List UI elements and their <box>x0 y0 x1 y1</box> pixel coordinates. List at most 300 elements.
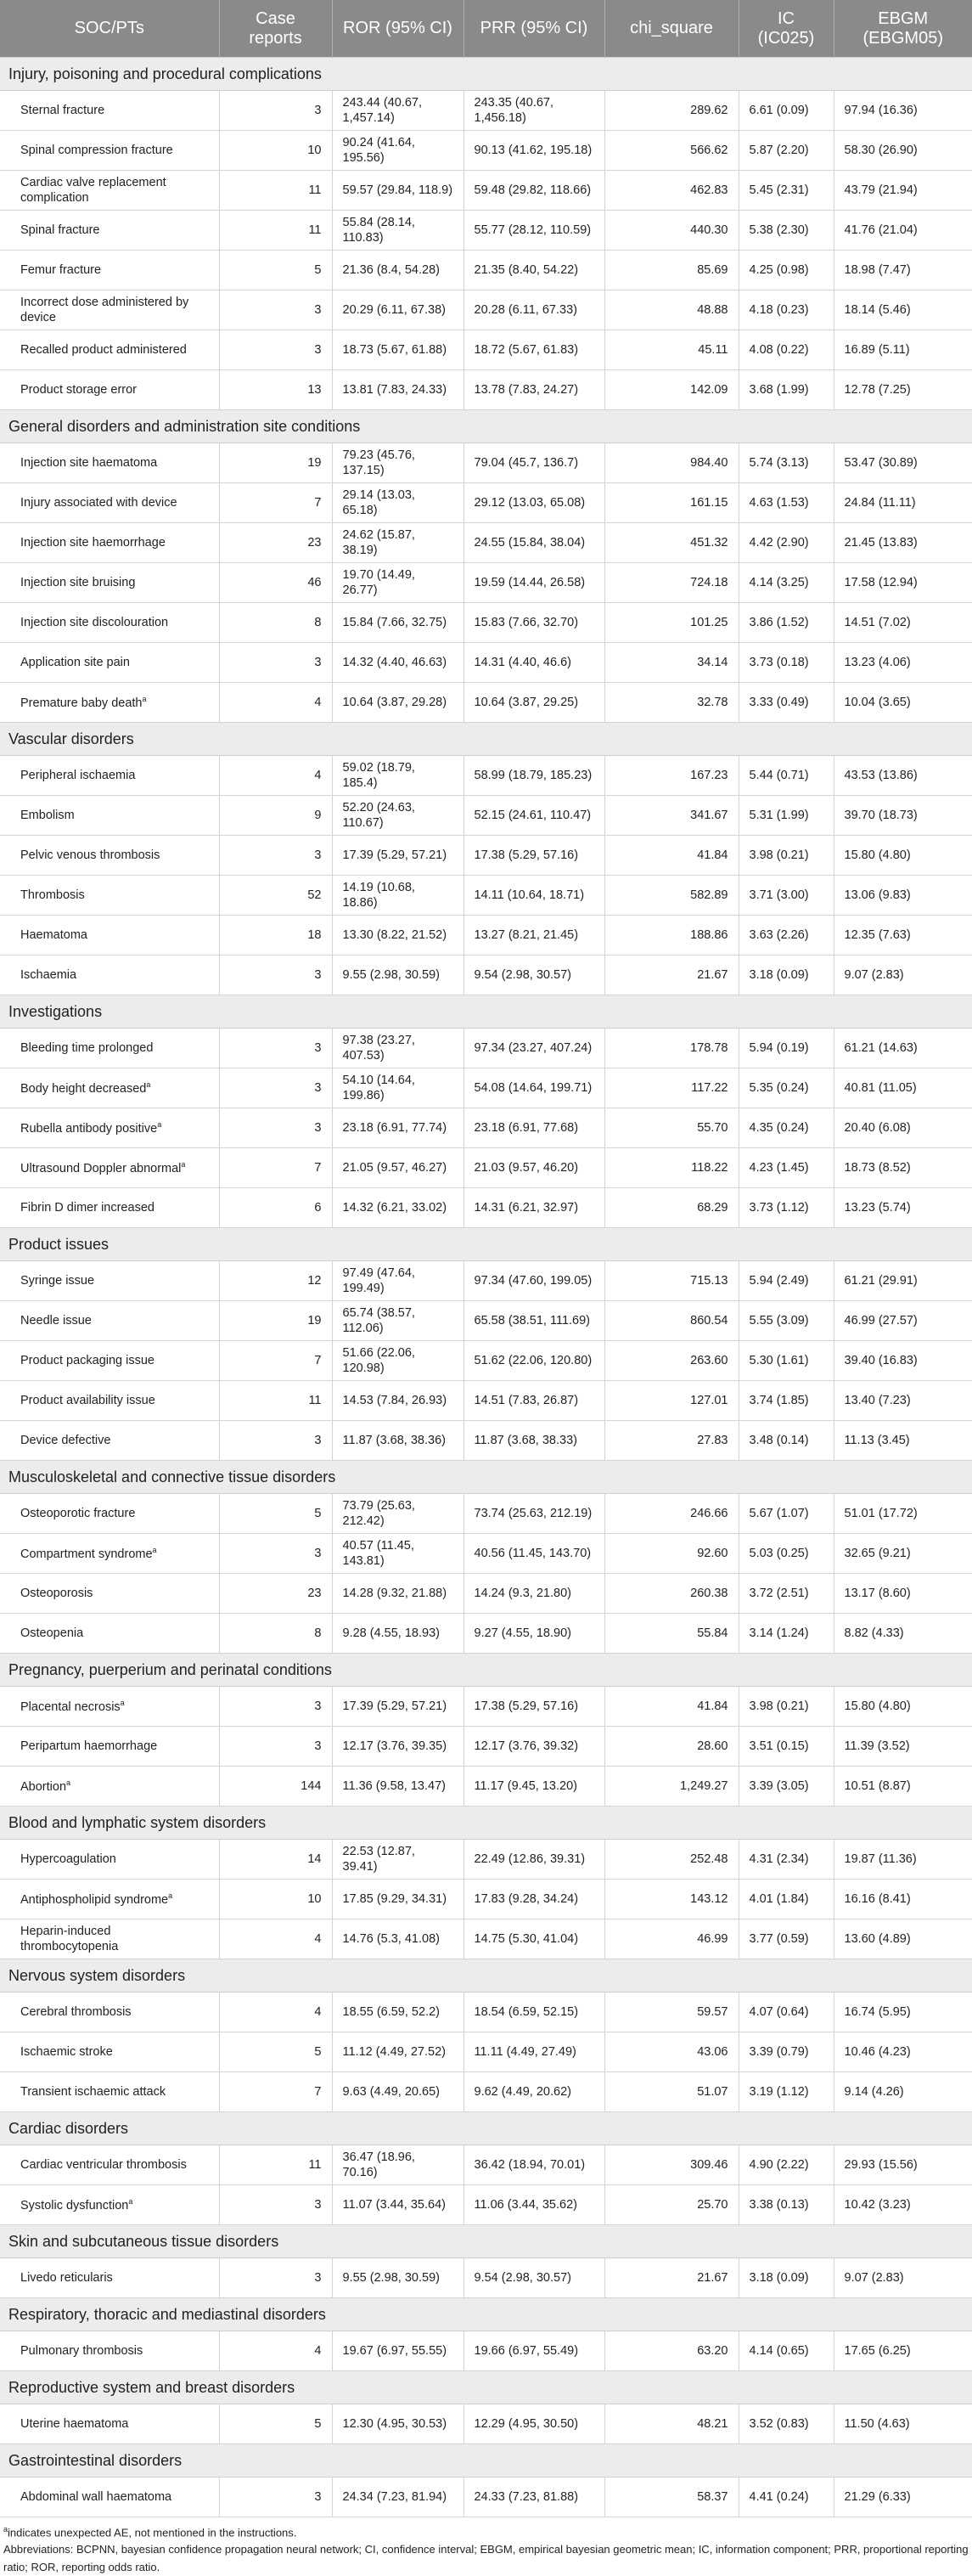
cell-ic-text: 3.71 (3.00) <box>749 888 809 902</box>
cell-ror <box>332 1301 464 1341</box>
cell-ebgm <box>834 1727 972 1767</box>
cell-prr-text: 20.28 (6.11, 67.33) <box>474 302 577 317</box>
table-row <box>0 483 972 523</box>
cell-case-reports <box>219 1687 332 1727</box>
cell-case-reports-text: 5 <box>314 1506 322 1520</box>
cell-chi-square <box>604 2072 739 2112</box>
cell-pt <box>0 370 219 410</box>
cell-case-reports <box>219 1108 332 1148</box>
cell-ebgm <box>834 1687 972 1727</box>
cell-case-reports-text: 144 <box>301 1778 322 1793</box>
cell-prr-text: 97.34 (23.27, 407.24) <box>474 1040 593 1055</box>
cell-chi-square <box>604 756 739 796</box>
table-row <box>0 916 972 955</box>
cell-chi-square-text: 724.18 <box>690 575 728 589</box>
cell-ror <box>332 1727 464 1767</box>
cell-pt <box>0 2477 219 2517</box>
cell-prr <box>464 330 604 370</box>
cell-ic <box>739 1301 834 1341</box>
table-row <box>0 643 972 683</box>
cell-prr-text: 14.11 (10.64, 18.71) <box>474 888 585 902</box>
cell-pt <box>0 1919 219 1959</box>
table-row <box>0 2404 972 2444</box>
cell-chi-square <box>604 1301 739 1341</box>
cell-ror-text: 79.23 (45.76, 137.15) <box>342 448 415 477</box>
soc-section-row <box>0 1228 972 1261</box>
cell-prr-text: 14.31 (4.40, 46.6) <box>474 655 571 669</box>
cell-prr <box>464 1108 604 1148</box>
cell-prr-text: 10.64 (3.87, 29.25) <box>474 695 579 709</box>
cell-ic <box>739 876 834 916</box>
cell-ic-text: 4.41 (0.24) <box>749 2489 809 2504</box>
cell-prr-text: 65.58 (38.51, 111.69) <box>474 1313 591 1327</box>
cell-prr <box>464 683 604 723</box>
cell-prr-text: 11.11 (4.49, 27.49) <box>474 2044 576 2059</box>
cell-prr-text: 19.59 (14.44, 26.58) <box>474 575 586 589</box>
cell-pt-text: Osteoporotic fracture <box>20 1506 136 1520</box>
cell-chi-square <box>604 1421 739 1461</box>
cell-ebgm <box>834 1029 972 1068</box>
cell-chi-square <box>604 1534 739 1574</box>
cell-ror-text: 11.12 (4.49, 27.52) <box>342 2044 446 2059</box>
cell-ic-text: 3.48 (0.14) <box>749 1433 809 1447</box>
cell-prr <box>464 1188 604 1228</box>
cell-chi-square <box>604 955 739 995</box>
cell-ror-text: 14.53 (7.84, 26.93) <box>342 1393 447 1407</box>
cell-ebgm-text: 24.84 (11.11) <box>844 495 916 510</box>
cell-ror <box>332 171 464 211</box>
cell-ic <box>739 1840 834 1880</box>
cell-pt <box>0 1687 219 1727</box>
cell-chi-square-text: 63.20 <box>697 2343 728 2358</box>
cell-ror <box>332 1029 464 1068</box>
cell-ic <box>739 290 834 330</box>
cell-chi-square-text: 48.88 <box>697 302 728 317</box>
cell-prr-text: 9.54 (2.98, 30.57) <box>474 967 571 982</box>
cell-prr <box>464 171 604 211</box>
table-row <box>0 171 972 211</box>
cell-ror-text: 36.47 (18.96, 70.16) <box>342 2150 415 2179</box>
cell-ebgm <box>834 1261 972 1301</box>
cell-prr <box>464 1880 604 1919</box>
soc-section-title: Gastrointestinal disorders <box>0 2444 972 2477</box>
table-row <box>0 2145 972 2185</box>
cell-pt <box>0 131 219 171</box>
cell-pt-text: Peripheral ischaemia <box>20 768 136 782</box>
cell-chi-square-text: 117.22 <box>691 1080 728 1095</box>
cell-case-reports-text: 52 <box>307 888 322 902</box>
cell-chi-square-text: 59.57 <box>697 2004 728 2019</box>
cell-case-reports <box>219 443 332 483</box>
cell-prr-text: 12.29 (4.95, 30.50) <box>474 2416 579 2431</box>
cell-prr-text: 54.08 (14.64, 199.71) <box>474 1080 593 1095</box>
cell-case-reports <box>219 1068 332 1108</box>
cell-pt <box>0 1993 219 2032</box>
table-row <box>0 1341 972 1381</box>
cell-ebgm-text: 39.40 (16.83) <box>844 1353 918 1367</box>
table-row <box>0 1840 972 1880</box>
cell-pt-text: Cardiac ventricular thrombosis <box>20 2157 187 2172</box>
cell-prr <box>464 1614 604 1654</box>
cell-ic <box>739 523 834 563</box>
cell-prr <box>464 916 604 955</box>
cell-ebgm <box>834 1614 972 1654</box>
cell-ror <box>332 2032 464 2072</box>
cell-chi-square <box>604 251 739 290</box>
cell-prr <box>464 1068 604 1108</box>
cell-pt-text: Injury associated with device <box>20 495 177 510</box>
soc-section-title: General disorders and administration site conditions <box>0 410 972 443</box>
cell-ebgm <box>834 1880 972 1919</box>
cell-pt <box>0 1301 219 1341</box>
table-row <box>0 563 972 603</box>
cell-prr <box>464 523 604 563</box>
cell-ebgm-text: 17.65 (6.25) <box>844 2343 911 2358</box>
cell-ic <box>739 2477 834 2517</box>
cell-case-reports-text: 10 <box>307 1891 322 1906</box>
cell-ror-text: 10.64 (3.87, 29.28) <box>342 695 447 709</box>
cell-pt <box>0 1108 219 1148</box>
cell-prr <box>464 603 604 643</box>
cell-ror-text: 52.20 (24.63, 110.67) <box>342 800 415 830</box>
cell-ic-text: 3.52 (0.83) <box>749 2416 809 2431</box>
cell-ic <box>739 2072 834 2112</box>
cell-chi-square-text: 58.37 <box>697 2489 728 2504</box>
table-row <box>0 131 972 171</box>
soc-section-title: Cardiac disorders <box>0 2112 972 2145</box>
cell-prr <box>464 290 604 330</box>
cell-ror <box>332 1687 464 1727</box>
cell-prr <box>464 1767 604 1807</box>
footnote-marker: a <box>3 2525 8 2534</box>
cell-case-reports <box>219 171 332 211</box>
unexpected-ae-marker: a <box>142 694 147 703</box>
cell-pt <box>0 91 219 131</box>
cell-chi-square-text: 55.84 <box>697 1626 728 1640</box>
cell-chi-square <box>604 1840 739 1880</box>
cell-ic-text: 4.63 (1.53) <box>749 495 809 510</box>
cell-ror <box>332 1534 464 1574</box>
cell-pt-text: Device defective <box>20 1433 111 1447</box>
table-row <box>0 796 972 836</box>
cell-chi-square-text: 21.67 <box>697 967 728 982</box>
cell-case-reports <box>219 2258 332 2298</box>
cell-ic-text: 3.73 (1.12) <box>749 1200 809 1215</box>
cell-ic-text: 5.94 (2.49) <box>749 1273 809 1288</box>
cell-ror <box>332 1108 464 1148</box>
cell-case-reports <box>219 955 332 995</box>
cell-prr <box>464 251 604 290</box>
cell-case-reports-text: 3 <box>314 1699 322 1713</box>
table-row <box>0 603 972 643</box>
table-row <box>0 1421 972 1461</box>
cell-ic-text: 4.23 (1.45) <box>749 1160 809 1175</box>
cell-pt-text: Injection site haematoma <box>20 455 158 470</box>
cell-ic-text: 3.72 (2.51) <box>749 1586 809 1600</box>
cell-case-reports <box>219 916 332 955</box>
cell-chi-square-text: 440.30 <box>690 223 728 237</box>
cell-prr <box>464 2185 604 2225</box>
cell-ror <box>332 1993 464 2032</box>
cell-pt <box>0 1148 219 1188</box>
cell-pt-text: Recalled product administered <box>20 342 187 357</box>
cell-ror-text: 18.55 (6.59, 52.2) <box>342 2004 440 2019</box>
cell-ebgm <box>834 1494 972 1534</box>
cell-chi-square-text: 715.13 <box>690 1273 728 1288</box>
cell-prr <box>464 1919 604 1959</box>
cell-ic <box>739 483 834 523</box>
soc-section-title: Musculoskeletal and connective tissue disorders <box>0 1461 972 1494</box>
cell-ebgm-text: 15.80 (4.80) <box>844 1699 911 1713</box>
cell-pt-text: Abortion <box>20 1779 67 1794</box>
cell-ror-text: 15.84 (7.66, 32.75) <box>342 615 447 629</box>
cell-pt-text: Cardiac valve replacement complication <box>20 175 166 205</box>
cell-pt-text: Fibrin D dimer increased <box>20 1200 155 1215</box>
cell-ror <box>332 211 464 251</box>
cell-prr-text: 18.72 (5.67, 61.83) <box>474 342 579 357</box>
cell-ror-text: 12.30 (4.95, 30.53) <box>342 2416 447 2431</box>
cell-pt <box>0 603 219 643</box>
cell-ic <box>739 1421 834 1461</box>
cell-chi-square <box>604 836 739 876</box>
cell-ebgm <box>834 2145 972 2185</box>
cell-pt <box>0 1029 219 1068</box>
cell-ebgm-text: 16.16 (8.41) <box>844 1891 911 1906</box>
cell-chi-square-text: 309.46 <box>690 2157 728 2172</box>
soc-section-title: Skin and subcutaneous tissue disorders <box>0 2225 972 2258</box>
cell-case-reports-text: 3 <box>314 1120 322 1135</box>
cell-case-reports-text: 23 <box>307 1586 322 1600</box>
table-row <box>0 1614 972 1654</box>
cell-ror-text: 90.24 (41.64, 195.56) <box>342 135 415 165</box>
cell-ebgm-text: 10.42 (3.23) <box>844 2197 911 2212</box>
cell-ebgm <box>834 131 972 171</box>
cell-case-reports <box>219 1534 332 1574</box>
cell-ebgm <box>834 251 972 290</box>
cell-case-reports <box>219 756 332 796</box>
cell-ror-text: 24.62 (15.87, 38.19) <box>342 527 415 557</box>
cell-ebgm-text: 41.76 (21.04) <box>844 223 918 237</box>
soc-section-title: Vascular disorders <box>0 723 972 756</box>
cell-ic-text: 3.77 (0.59) <box>749 1931 809 1946</box>
cell-case-reports <box>219 211 332 251</box>
cell-chi-square-text: 25.70 <box>697 2197 728 2212</box>
cell-ic <box>739 1614 834 1654</box>
cell-chi-square-text: 451.32 <box>690 535 728 550</box>
col-header-ror: ROR (95% CI) <box>332 0 464 58</box>
cell-prr-text: 14.75 (5.30, 41.04) <box>474 1931 579 1946</box>
cell-chi-square <box>604 370 739 410</box>
cell-ebgm-text: 17.58 (12.94) <box>844 575 918 589</box>
col-header-chi-square: chi_square <box>604 0 739 58</box>
cell-ebgm <box>834 211 972 251</box>
cell-prr-text: 17.38 (5.29, 57.16) <box>474 1699 579 1713</box>
cell-pt <box>0 1421 219 1461</box>
cell-chi-square <box>604 443 739 483</box>
cell-prr-text: 79.04 (45.7, 136.7) <box>474 455 579 470</box>
soc-section-row <box>0 2225 972 2258</box>
cell-pt-text: Syringe issue <box>20 1273 95 1288</box>
cell-ror-text: 19.70 (14.49, 26.77) <box>342 567 415 597</box>
cell-pt-text: Product availability issue <box>20 1393 155 1407</box>
cell-ic <box>739 1188 834 1228</box>
cell-ic <box>739 1727 834 1767</box>
cell-case-reports <box>219 2477 332 2517</box>
cell-ebgm-text: 61.21 (29.91) <box>844 1273 918 1288</box>
cell-chi-square-text: 161.15 <box>690 495 728 510</box>
cell-ic-text: 5.31 (1.99) <box>749 808 809 822</box>
cell-case-reports <box>219 1188 332 1228</box>
cell-pt <box>0 523 219 563</box>
cell-case-reports-text: 3 <box>314 302 322 317</box>
cell-prr <box>464 1494 604 1534</box>
cell-ic-text: 4.35 (0.24) <box>749 1120 809 1135</box>
cell-prr <box>464 1534 604 1574</box>
cell-pt-text: Body height decreased <box>20 1081 147 1096</box>
soc-section-title: Reproductive system and breast disorders <box>0 2371 972 2404</box>
cell-ror-text: 97.49 (47.64, 199.49) <box>342 1265 415 1295</box>
cell-case-reports <box>219 1574 332 1614</box>
soc-section-title: Respiratory, thoracic and mediastinal disorders <box>0 2298 972 2331</box>
cell-ebgm <box>834 876 972 916</box>
abbreviations-note: Abbreviations: BCPNN, bayesian confidence propagation neural network; CI, confidence interval; EBGM, empirical bayesian geometric mean; IC, information component; PRR, proportional reporting ratio; ROR, reporting odds ratio. <box>3 2543 969 2573</box>
cell-ebgm <box>834 683 972 723</box>
cell-prr-text: 13.78 (7.83, 24.27) <box>474 382 579 397</box>
cell-pt <box>0 2331 219 2371</box>
cell-prr-text: 17.83 (9.28, 34.24) <box>474 1891 579 1906</box>
cell-ic <box>739 916 834 955</box>
table-row <box>0 523 972 563</box>
cell-ebgm <box>834 290 972 330</box>
soc-section-row <box>0 1959 972 1993</box>
cell-chi-square-text: 1,249.27 <box>680 1778 728 1793</box>
cell-chi-square-text: 127.01 <box>690 1393 728 1407</box>
cell-ic <box>739 1148 834 1188</box>
cell-prr-text: 11.06 (3.44, 35.62) <box>474 2197 577 2212</box>
cell-case-reports-text: 3 <box>314 1080 322 1095</box>
table-row <box>0 955 972 995</box>
cell-ror-text: 13.30 (8.22, 21.52) <box>342 927 447 942</box>
cell-pt-text: Rubella antibody positive <box>20 1121 158 1136</box>
cell-ebgm-text: 40.81 (11.05) <box>844 1080 917 1095</box>
cell-ic-text: 5.44 (0.71) <box>749 768 809 782</box>
cell-prr-text: 21.35 (8.40, 54.22) <box>474 262 579 277</box>
cell-prr-text: 15.83 (7.66, 32.70) <box>474 615 579 629</box>
cell-chi-square <box>604 1188 739 1228</box>
table-row <box>0 2072 972 2112</box>
soc-section-row <box>0 2444 972 2477</box>
cell-case-reports <box>219 1767 332 1807</box>
cell-ror-text: 22.53 (12.87, 39.41) <box>342 1844 415 1874</box>
cell-ic-text: 3.74 (1.85) <box>749 1393 809 1407</box>
cell-prr <box>464 91 604 131</box>
cell-chi-square <box>604 1148 739 1188</box>
cell-ebgm <box>834 1421 972 1461</box>
table-row <box>0 876 972 916</box>
unexpected-ae-marker: a <box>66 1778 71 1787</box>
unexpected-ae-marker: a <box>152 1545 157 1554</box>
cell-case-reports-text: 10 <box>307 143 322 157</box>
cell-ebgm <box>834 1301 972 1341</box>
cell-pt <box>0 563 219 603</box>
cell-case-reports-text: 11 <box>308 183 322 197</box>
cell-pt-text: Pelvic venous thrombosis <box>20 848 160 862</box>
cell-ebgm <box>834 523 972 563</box>
cell-pt <box>0 1767 219 1807</box>
cell-ic-text: 3.18 (0.09) <box>749 967 809 982</box>
cell-ic-text: 5.94 (0.19) <box>749 1040 809 1055</box>
cell-ror-text: 9.28 (4.55, 18.93) <box>342 1626 440 1640</box>
cell-case-reports-text: 3 <box>314 1040 322 1055</box>
cell-case-reports-text: 8 <box>314 1626 322 1640</box>
table-row <box>0 1381 972 1421</box>
cell-ror <box>332 1574 464 1614</box>
cell-chi-square <box>604 1767 739 1807</box>
cell-ror-text: 12.17 (3.76, 39.35) <box>342 1739 447 1753</box>
cell-case-reports-text: 3 <box>314 1546 322 1560</box>
table-row <box>0 2258 972 2298</box>
table-row <box>0 443 972 483</box>
cell-case-reports-text: 3 <box>314 103 322 117</box>
table-row <box>0 1727 972 1767</box>
cell-chi-square-text: 252.48 <box>690 1852 728 1866</box>
cell-ror <box>332 955 464 995</box>
cell-ebgm-text: 14.51 (7.02) <box>844 615 911 629</box>
cell-ic-text: 4.42 (2.90) <box>749 535 809 550</box>
cell-case-reports-text: 4 <box>314 2343 322 2358</box>
cell-pt-text: Injection site bruising <box>20 575 136 589</box>
cell-pt-text: Livedo reticularis <box>20 2270 113 2285</box>
cell-ror-text: 9.55 (2.98, 30.59) <box>342 967 440 982</box>
cell-pt-text: Incorrect dose administered by device <box>20 295 189 324</box>
cell-chi-square <box>604 91 739 131</box>
soc-section-row <box>0 2371 972 2404</box>
cell-ic <box>739 2331 834 2371</box>
cell-pt-text: Transient ischaemic attack <box>20 2084 166 2099</box>
cell-ic <box>739 2032 834 2072</box>
cell-ic <box>739 2404 834 2444</box>
cell-ror-text: 73.79 (25.63, 212.42) <box>342 1498 415 1528</box>
cell-prr <box>464 836 604 876</box>
cell-ic <box>739 756 834 796</box>
cell-case-reports <box>219 1993 332 2032</box>
cell-prr-text: 14.24 (9.3, 21.80) <box>474 1586 571 1600</box>
cell-ic <box>739 443 834 483</box>
cell-ebgm-text: 9.14 (4.26) <box>844 2084 904 2099</box>
soc-section-row <box>0 723 972 756</box>
cell-ebgm <box>834 2032 972 2072</box>
cell-ebgm-text: 11.50 (4.63) <box>844 2416 910 2431</box>
soc-section-title: Blood and lymphatic system disorders <box>0 1807 972 1840</box>
cell-pt-text: Sternal fracture <box>20 103 105 117</box>
cell-pt-text: Antiphospholipid syndrome <box>20 1892 169 1907</box>
cell-ror <box>332 290 464 330</box>
cell-prr-text: 23.18 (6.91, 77.68) <box>474 1120 579 1135</box>
cell-ebgm-text: 53.47 (30.89) <box>844 455 918 470</box>
cell-chi-square-text: 142.09 <box>690 382 728 397</box>
table-footnotes <box>0 2517 972 2576</box>
cell-pt <box>0 916 219 955</box>
cell-prr <box>464 796 604 836</box>
cell-chi-square-text: 566.62 <box>690 143 728 157</box>
table-row <box>0 1993 972 2032</box>
cell-ic-text: 4.18 (0.23) <box>749 302 809 317</box>
cell-prr <box>464 563 604 603</box>
cell-ic-text: 3.39 (3.05) <box>749 1778 809 1793</box>
table-row <box>0 91 972 131</box>
cell-pt-text: Uterine haematoma <box>20 2416 129 2431</box>
cell-pt <box>0 955 219 995</box>
